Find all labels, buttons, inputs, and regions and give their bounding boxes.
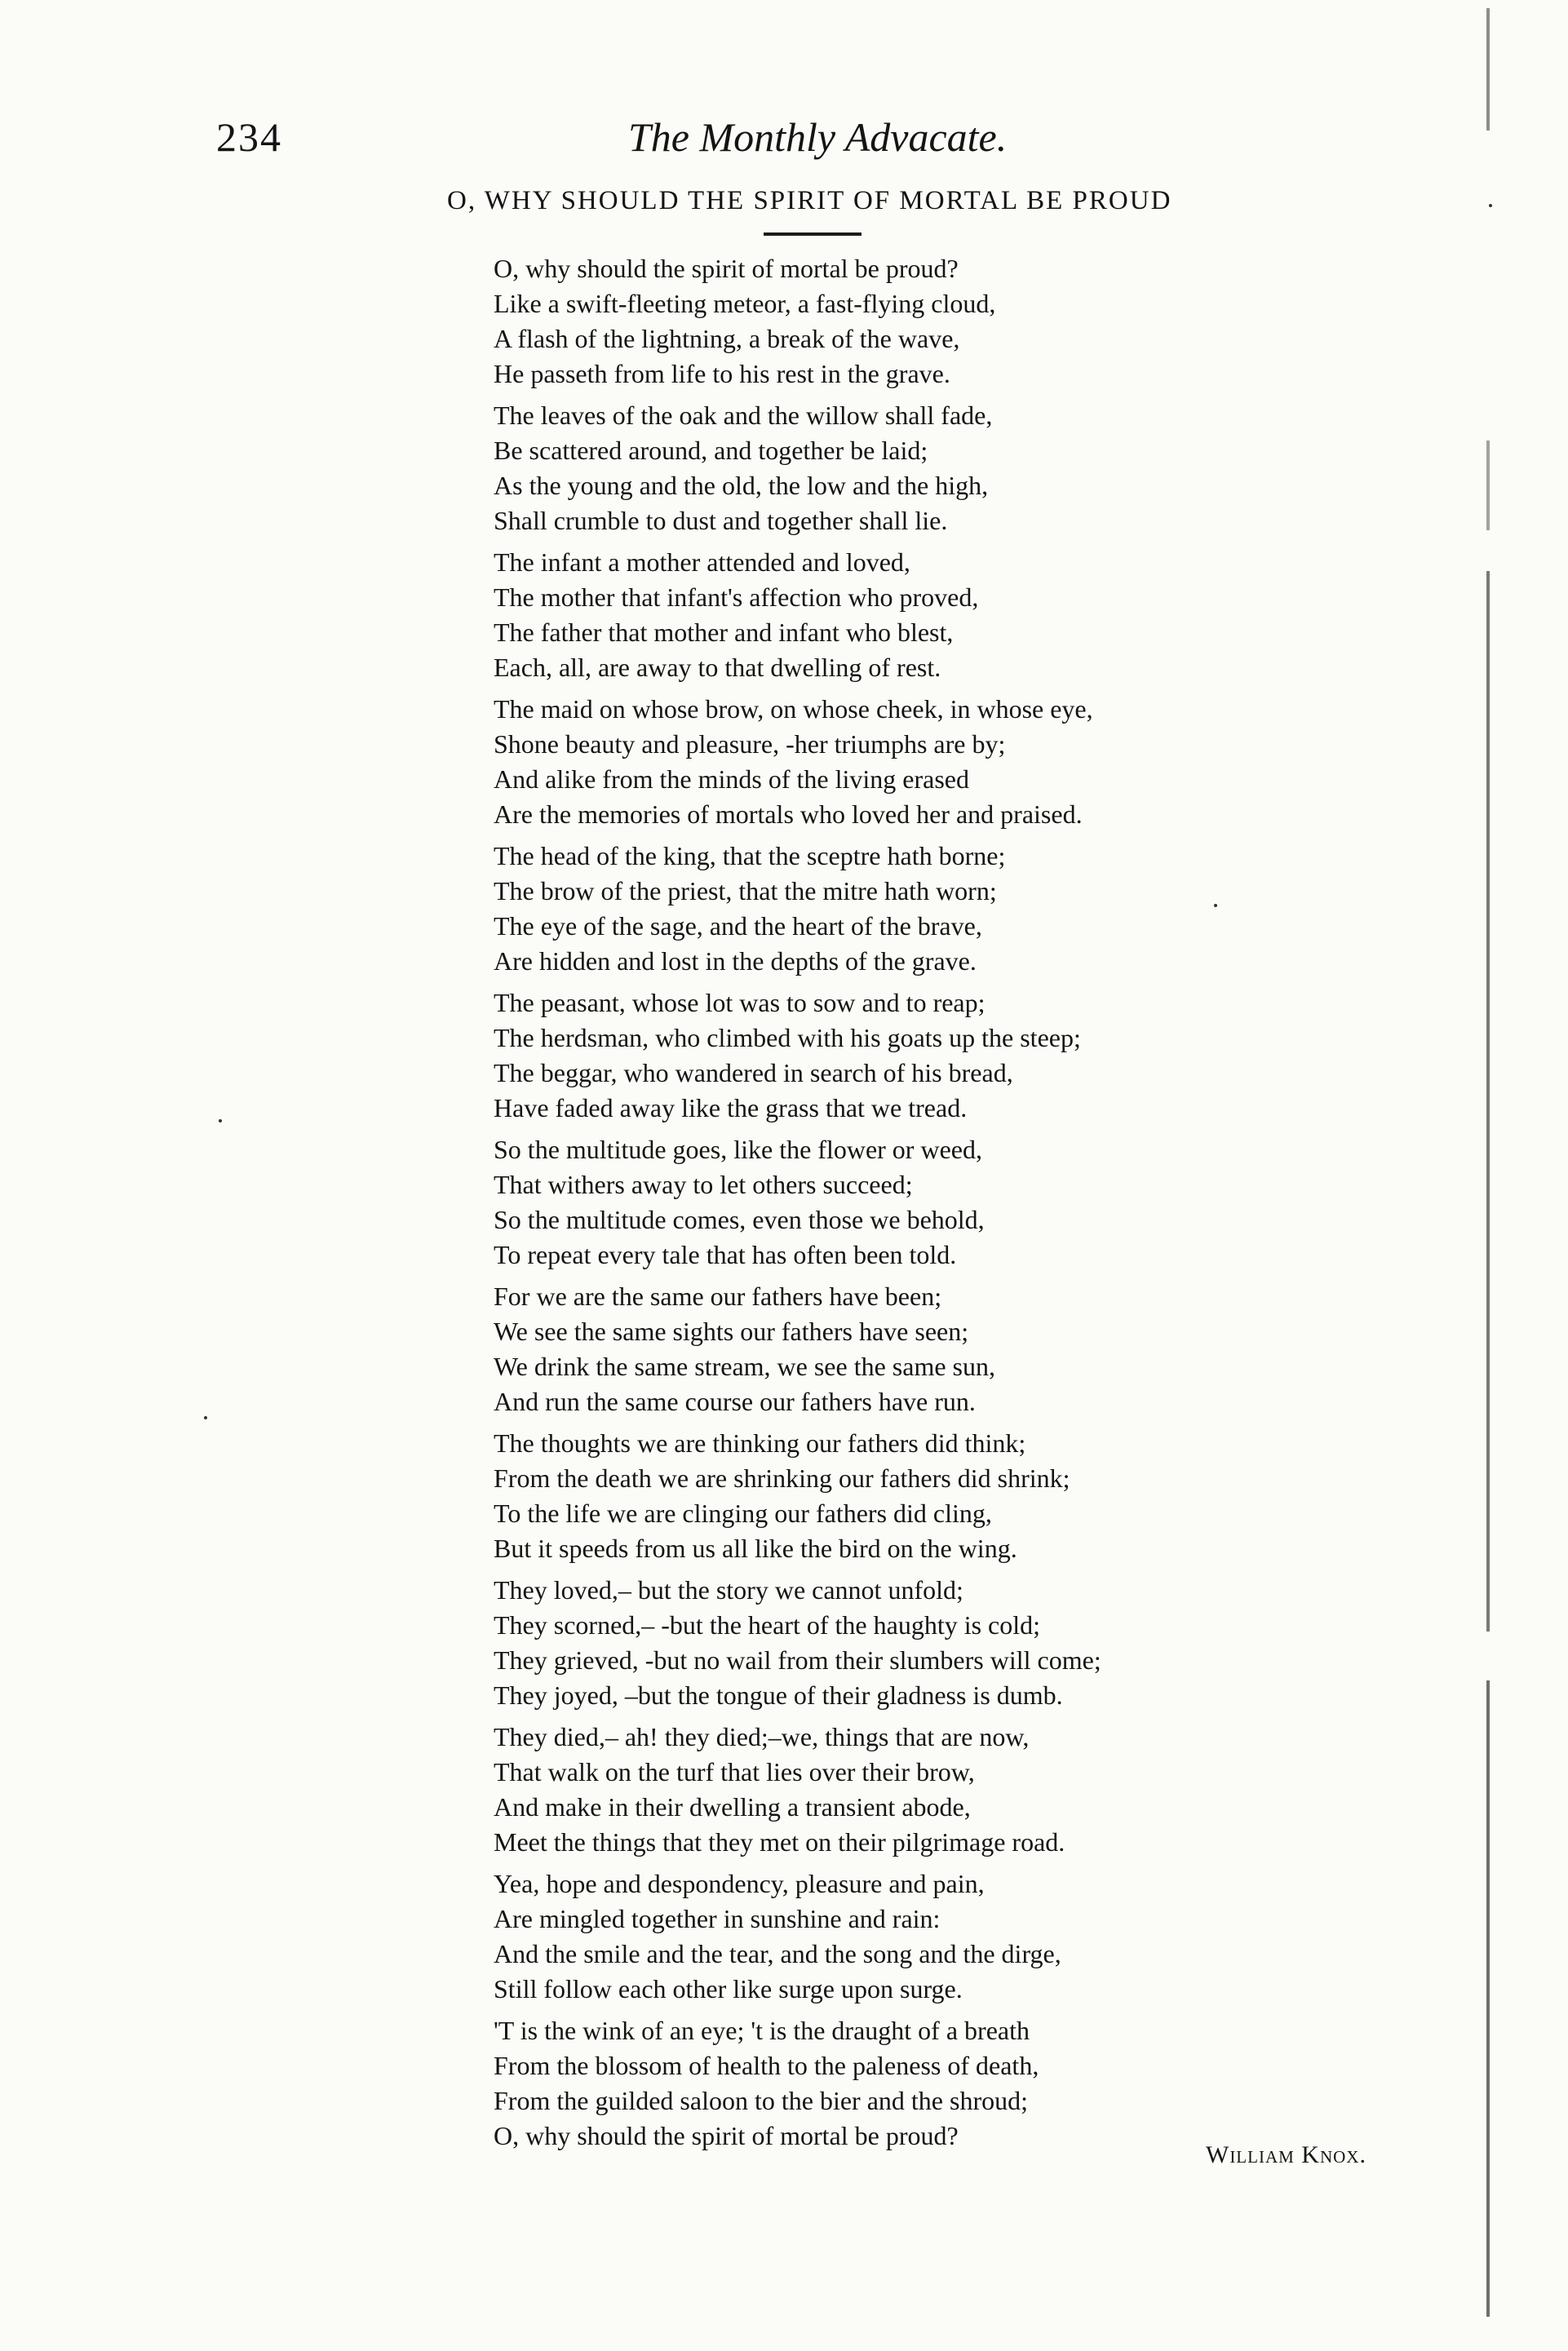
poem-line: Be scattered around, and together be laid;: [494, 436, 928, 465]
poem-line: The head of the king, that the sceptre hath borne;: [494, 841, 1006, 870]
poem-line: The brow of the priest, that the mitre hath worn;: [494, 876, 997, 905]
binding-edge-shadow: [1486, 0, 1493, 2351]
stanza: [494, 251, 1309, 398]
poem-line: The beggar, who wandered in search of his bread,: [494, 1058, 1013, 1087]
poem-line: The infant a mother attended and loved,: [494, 547, 910, 577]
poem-line: So the multitude goes, like the flower or weed,: [494, 1135, 982, 1164]
poem-line: They died,– ah! they died;–we, things that are now,: [494, 1722, 1030, 1751]
poem-line: And make in their dwelling a transient abode,: [494, 1792, 971, 1822]
poem-line: That withers away to let others succeed;: [494, 1170, 913, 1199]
poem-line: And the smile and the tear, and the song and the dirge,: [494, 1939, 1061, 1968]
poem-line: O, why should the spirit of mortal be proud?: [494, 2121, 959, 2150]
poem-line: Are mingled together in sunshine and rain:: [494, 1904, 941, 1933]
stanza: [494, 1720, 1309, 1866]
poem-line: A flash of the lightning, a break of the wave,: [494, 324, 960, 353]
poem-line: Shone beauty and pleasure, -her triumphs are by;: [494, 729, 1006, 759]
poem-line: The maid on whose brow, on whose cheek, in whose eye,: [494, 694, 1093, 724]
poem-line: They joyed, –but the tongue of their gladness is dumb.: [494, 1680, 1063, 1710]
poem-body: [494, 251, 1309, 2160]
poem-line: From the blossom of health to the paleness of death,: [494, 2051, 1039, 2080]
poem-line: We drink the same stream, we see the same sun,: [494, 1352, 995, 1381]
poem-line: The leaves of the oak and the willow shall fade,: [494, 401, 993, 430]
poem-line: From the guilded saloon to the bier and the shroud;: [494, 2086, 1028, 2115]
stanza: [494, 839, 1309, 985]
poem-line: Have faded away like the grass that we tread.: [494, 1093, 968, 1122]
poem-line: He passeth from life to his rest in the grave.: [494, 359, 950, 388]
print-speck: [219, 1119, 222, 1122]
poem-line: So the multitude comes, even those we behold,: [494, 1205, 985, 1234]
poem-line: Each, all, are away to that dwelling of rest.: [494, 653, 941, 682]
stanza: [494, 692, 1309, 839]
poem-line: Shall crumble to dust and together shall lie.: [494, 506, 948, 535]
poem-line: As the young and the old, the low and the high,: [494, 471, 989, 500]
poem-line: O, why should the spirit of mortal be proud?: [494, 254, 959, 283]
title-rule: [764, 232, 862, 236]
stanza: [494, 1866, 1309, 2013]
poem-line: The mother that infant's affection who proved,: [494, 582, 979, 612]
stanza: [494, 985, 1309, 1132]
print-speck: [1214, 904, 1217, 907]
stanza: [494, 398, 1309, 545]
poem-line: That walk on the turf that lies over their brow,: [494, 1757, 975, 1786]
running-head: The Monthly Advacate.: [628, 114, 1008, 160]
stanza: [494, 545, 1309, 692]
poem-line: They grieved, -but no wail from their slumbers will come;: [494, 1645, 1101, 1675]
poem-line: Like a swift-fleeting meteor, a fast-flying cloud,: [494, 289, 996, 318]
print-speck: [204, 1416, 207, 1419]
stanza: [494, 1132, 1309, 1279]
stanza: [494, 1279, 1309, 1426]
author-attribution: William Knox.: [1206, 2141, 1366, 2168]
page-number: 234: [216, 114, 282, 160]
poem-title: O, WHY SHOULD THE SPIRIT OF MORTAL BE PROUD: [447, 186, 1172, 215]
poem-line: For we are the same our fathers have been;: [494, 1282, 942, 1311]
poem-line: The herdsman, who climbed with his goats up the steep;: [494, 1023, 1081, 1052]
poem-line: The thoughts we are thinking our fathers did think;: [494, 1428, 1026, 1458]
poem-line: To the life we are clinging our fathers did cling,: [494, 1499, 992, 1528]
poem-line: The father that mother and infant who blest,: [494, 618, 954, 647]
poem-line: They scorned,– -but the heart of the haughty is cold;: [494, 1610, 1041, 1640]
poem-line: They loved,– but the story we cannot unfold;: [494, 1575, 963, 1605]
poem-line: Are hidden and lost in the depths of the grave.: [494, 946, 977, 976]
poem-line: And alike from the minds of the living erased: [494, 764, 969, 794]
poem-line: Meet the things that they met on their pilgrimage road.: [494, 1827, 1065, 1857]
stanza: [494, 2013, 1309, 2160]
poem-line: 'T is the wink of an eye; 't is the draught of a breath: [494, 2016, 1030, 2045]
poem-line: From the death we are shrinking our fathers did shrink;: [494, 1463, 1070, 1493]
poem-line: But it speeds from us all like the bird on the wing.: [494, 1534, 1017, 1563]
poem-line: The eye of the sage, and the heart of the brave,: [494, 911, 982, 941]
poem-line: And run the same course our fathers have run.: [494, 1387, 976, 1416]
poem-line: The peasant, whose lot was to sow and to reap;: [494, 988, 986, 1017]
poem-line: Are the memories of mortals who loved her and praised.: [494, 799, 1083, 829]
poem-line: Yea, hope and despondency, pleasure and pain,: [494, 1869, 985, 1898]
poem-line: To repeat every tale that has often been told.: [494, 1240, 957, 1269]
stanza: [494, 1573, 1309, 1720]
poem-line: We see the same sights our fathers have seen;: [494, 1317, 969, 1346]
print-speck: [1489, 204, 1492, 207]
stanza: [494, 1426, 1309, 1573]
poem-line: Still follow each other like surge upon surge.: [494, 1974, 963, 2003]
